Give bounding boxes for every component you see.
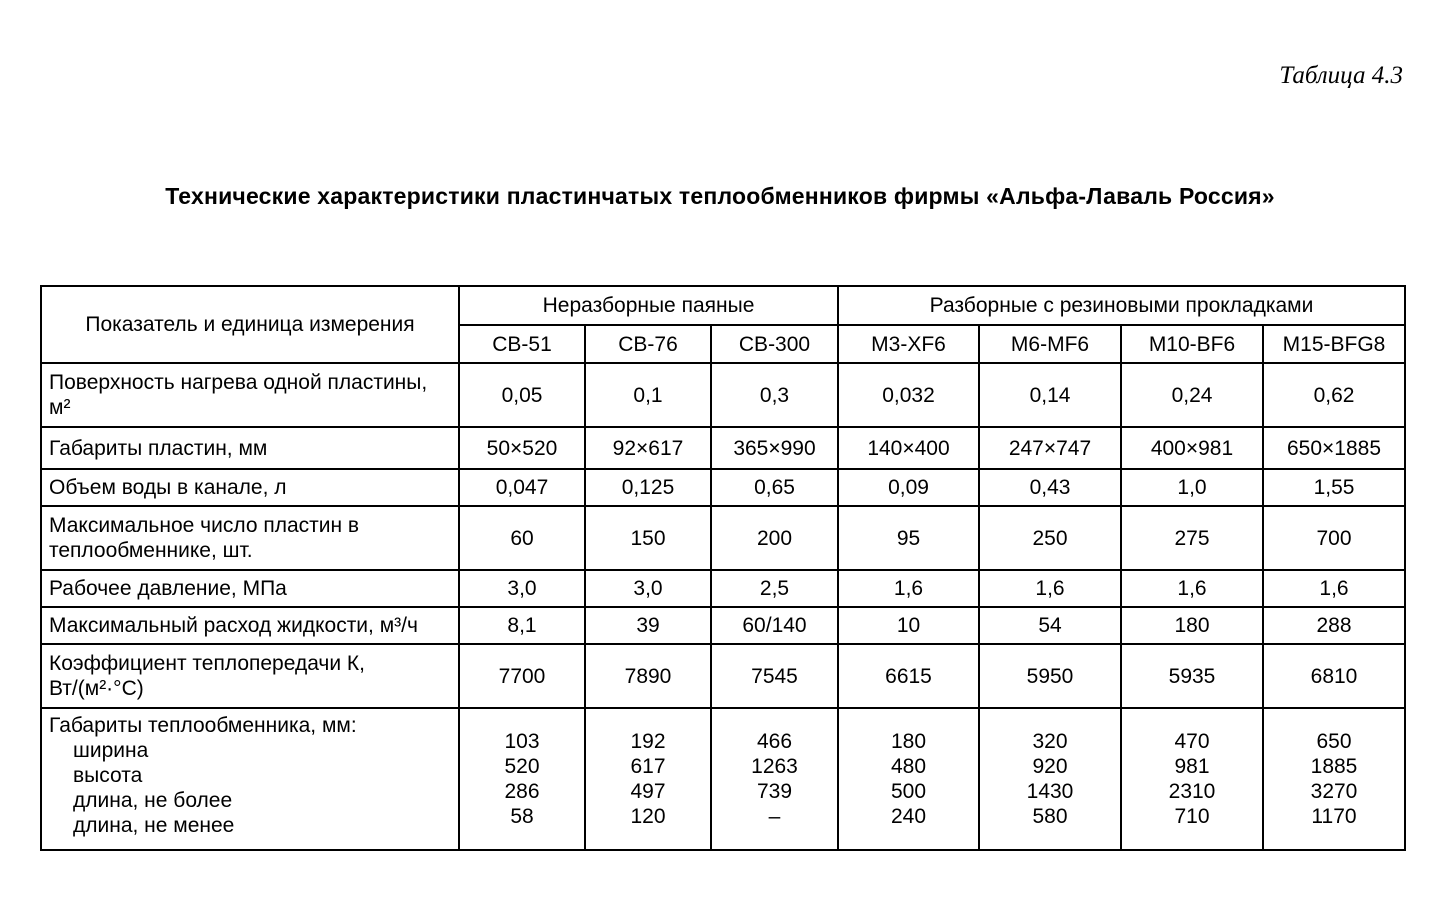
dim-value: 580: [1032, 805, 1068, 828]
dim-value: 650: [1316, 730, 1352, 753]
dim-value: 120: [630, 805, 666, 828]
table-cell: 95: [838, 506, 979, 570]
table-cell: 1,55: [1263, 469, 1405, 506]
table-cell: 700: [1263, 506, 1405, 570]
table-cell: 0,24: [1121, 363, 1263, 427]
table-cell: 7890: [585, 644, 711, 708]
table-cell: 60/140: [711, 607, 838, 644]
table-cell: 140×400: [838, 427, 979, 469]
table-cell: 365×990: [711, 427, 838, 469]
table-cell: 180: [1121, 607, 1263, 644]
table-cell: 6810: [1263, 644, 1405, 708]
table-cell: 200: [711, 506, 838, 570]
dim-value: 192: [630, 730, 666, 753]
dim-value: 617: [630, 755, 666, 778]
table-cell: 0,1: [585, 363, 711, 427]
table-cell: 0,047: [459, 469, 585, 506]
table-row: [41, 469, 1405, 506]
table-cell: 250: [979, 506, 1121, 570]
table-cell: 6615: [838, 644, 979, 708]
table-cell: 0,14: [979, 363, 1121, 427]
dims-sublabel: длина, не менее: [73, 814, 235, 837]
table-caption: Таблица 4.3: [1279, 62, 1403, 89]
spec-table: [40, 285, 1406, 851]
table-cell: 1,0: [1121, 469, 1263, 506]
dim-value: 103: [504, 730, 540, 753]
table-cell: 0,09: [838, 469, 979, 506]
table-cell: [711, 708, 838, 850]
dim-value: 1430: [1026, 780, 1074, 803]
dim-value: 981: [1174, 755, 1210, 778]
table-cell: 8,1: [459, 607, 585, 644]
table-cell: 92×617: [585, 427, 711, 469]
row-label: Габариты пластин, мм: [41, 427, 459, 469]
table-cell: 150: [585, 506, 711, 570]
model-header: M3-XF6: [838, 325, 979, 363]
table-row-dimensions: [41, 708, 1405, 850]
table-cell: 0,62: [1263, 363, 1405, 427]
header-row-groups: [41, 286, 1405, 325]
table-cell: 5935: [1121, 644, 1263, 708]
row-label: Рабочее давление, МПа: [41, 570, 459, 607]
dims-label: Габариты теплообменника, мм:: [49, 714, 357, 737]
dim-value: 286: [504, 780, 540, 803]
table-cell: [979, 708, 1121, 850]
model-header: M6-MF6: [979, 325, 1121, 363]
table-cell: 400×981: [1121, 427, 1263, 469]
table-cell: 0,65: [711, 469, 838, 506]
table-cell: 39: [585, 607, 711, 644]
model-header: СВ-51: [459, 325, 585, 363]
table-row: [41, 644, 1405, 708]
table-cell: 7545: [711, 644, 838, 708]
table-row: [41, 363, 1405, 427]
model-header: СВ-300: [711, 325, 838, 363]
group-header-brazed: Неразборные паяные: [459, 286, 838, 325]
dim-value: 500: [890, 780, 927, 803]
table-cell: 0,3: [711, 363, 838, 427]
table-cell: 1,6: [1263, 570, 1405, 607]
dim-value: 1885: [1310, 755, 1358, 778]
model-header: M10-BF6: [1121, 325, 1263, 363]
dim-value: 3270: [1310, 780, 1358, 803]
table-cell: 7700: [459, 644, 585, 708]
table-cell: 10: [838, 607, 979, 644]
table-cell: 0,125: [585, 469, 711, 506]
dims-sublabel: ширина: [73, 739, 149, 762]
dim-value: 480: [890, 755, 927, 778]
param-header: Показатель и единица измерения: [41, 286, 459, 363]
table-row: [41, 506, 1405, 570]
dim-value: 2310: [1168, 780, 1216, 803]
model-header: M15-BFG8: [1263, 325, 1405, 363]
row-label: [41, 708, 459, 850]
dim-value: 520: [504, 755, 540, 778]
row-label: Поверхность нагрева одной пластины, м²: [41, 363, 459, 427]
table-cell: 2,5: [711, 570, 838, 607]
table-cell: 1,6: [1121, 570, 1263, 607]
dim-value: 710: [1174, 805, 1210, 828]
table-row: [41, 570, 1405, 607]
table-cell: 54: [979, 607, 1121, 644]
table-row: [41, 607, 1405, 644]
dim-value: 497: [630, 780, 666, 803]
table-cell: 0,05: [459, 363, 585, 427]
table-cell: 3,0: [585, 570, 711, 607]
table-cell: [459, 708, 585, 850]
table-cell: [1263, 708, 1405, 850]
table-cell: [838, 708, 979, 850]
table-cell: 275: [1121, 506, 1263, 570]
table-cell: 5950: [979, 644, 1121, 708]
dim-value: 180: [890, 730, 927, 753]
table-cell: 1,6: [979, 570, 1121, 607]
table-cell: 0,032: [838, 363, 979, 427]
table-cell: 50×520: [459, 427, 585, 469]
table-cell: 3,0: [459, 570, 585, 607]
dim-value: 470: [1174, 730, 1210, 753]
dim-value: 320: [1032, 730, 1068, 753]
table-cell: [585, 708, 711, 850]
dim-value: 58: [510, 805, 534, 828]
group-header-gasketed: Разборные с резиновыми прокладками: [838, 286, 1405, 325]
dim-value: 1263: [751, 755, 798, 778]
table-row: [41, 427, 1405, 469]
row-label: Объем воды в канале, л: [41, 469, 459, 506]
table-cell: 288: [1263, 607, 1405, 644]
row-label: Коэффициент теплопередачи К, Вт/(м²·°С): [41, 644, 459, 708]
row-label: Максимальный расход жидкости, м³/ч: [41, 607, 459, 644]
table-cell: 247×747: [979, 427, 1121, 469]
table-cell: 0,43: [979, 469, 1121, 506]
table-cell: [1121, 708, 1263, 850]
dim-value: 466: [756, 730, 793, 753]
dims-sublabel: длина, не более: [73, 789, 233, 812]
dim-value: –: [768, 805, 781, 828]
dim-value: 1170: [1311, 805, 1357, 828]
dim-value: 240: [890, 805, 927, 828]
dim-value: 739: [756, 780, 793, 803]
table-title: Технические характеристики пластинчатых теплообменников фирмы «Альфа-Лаваль Россия»: [165, 183, 1275, 209]
model-header: СВ-76: [585, 325, 711, 363]
dims-sublabel: высота: [73, 764, 143, 787]
dim-value: 920: [1032, 755, 1068, 778]
row-label: Максимальное число пластин в теплообменнике, шт.: [41, 506, 459, 570]
table-cell: 1,6: [838, 570, 979, 607]
table-cell: 650×1885: [1263, 427, 1405, 469]
table-cell: 60: [459, 506, 585, 570]
